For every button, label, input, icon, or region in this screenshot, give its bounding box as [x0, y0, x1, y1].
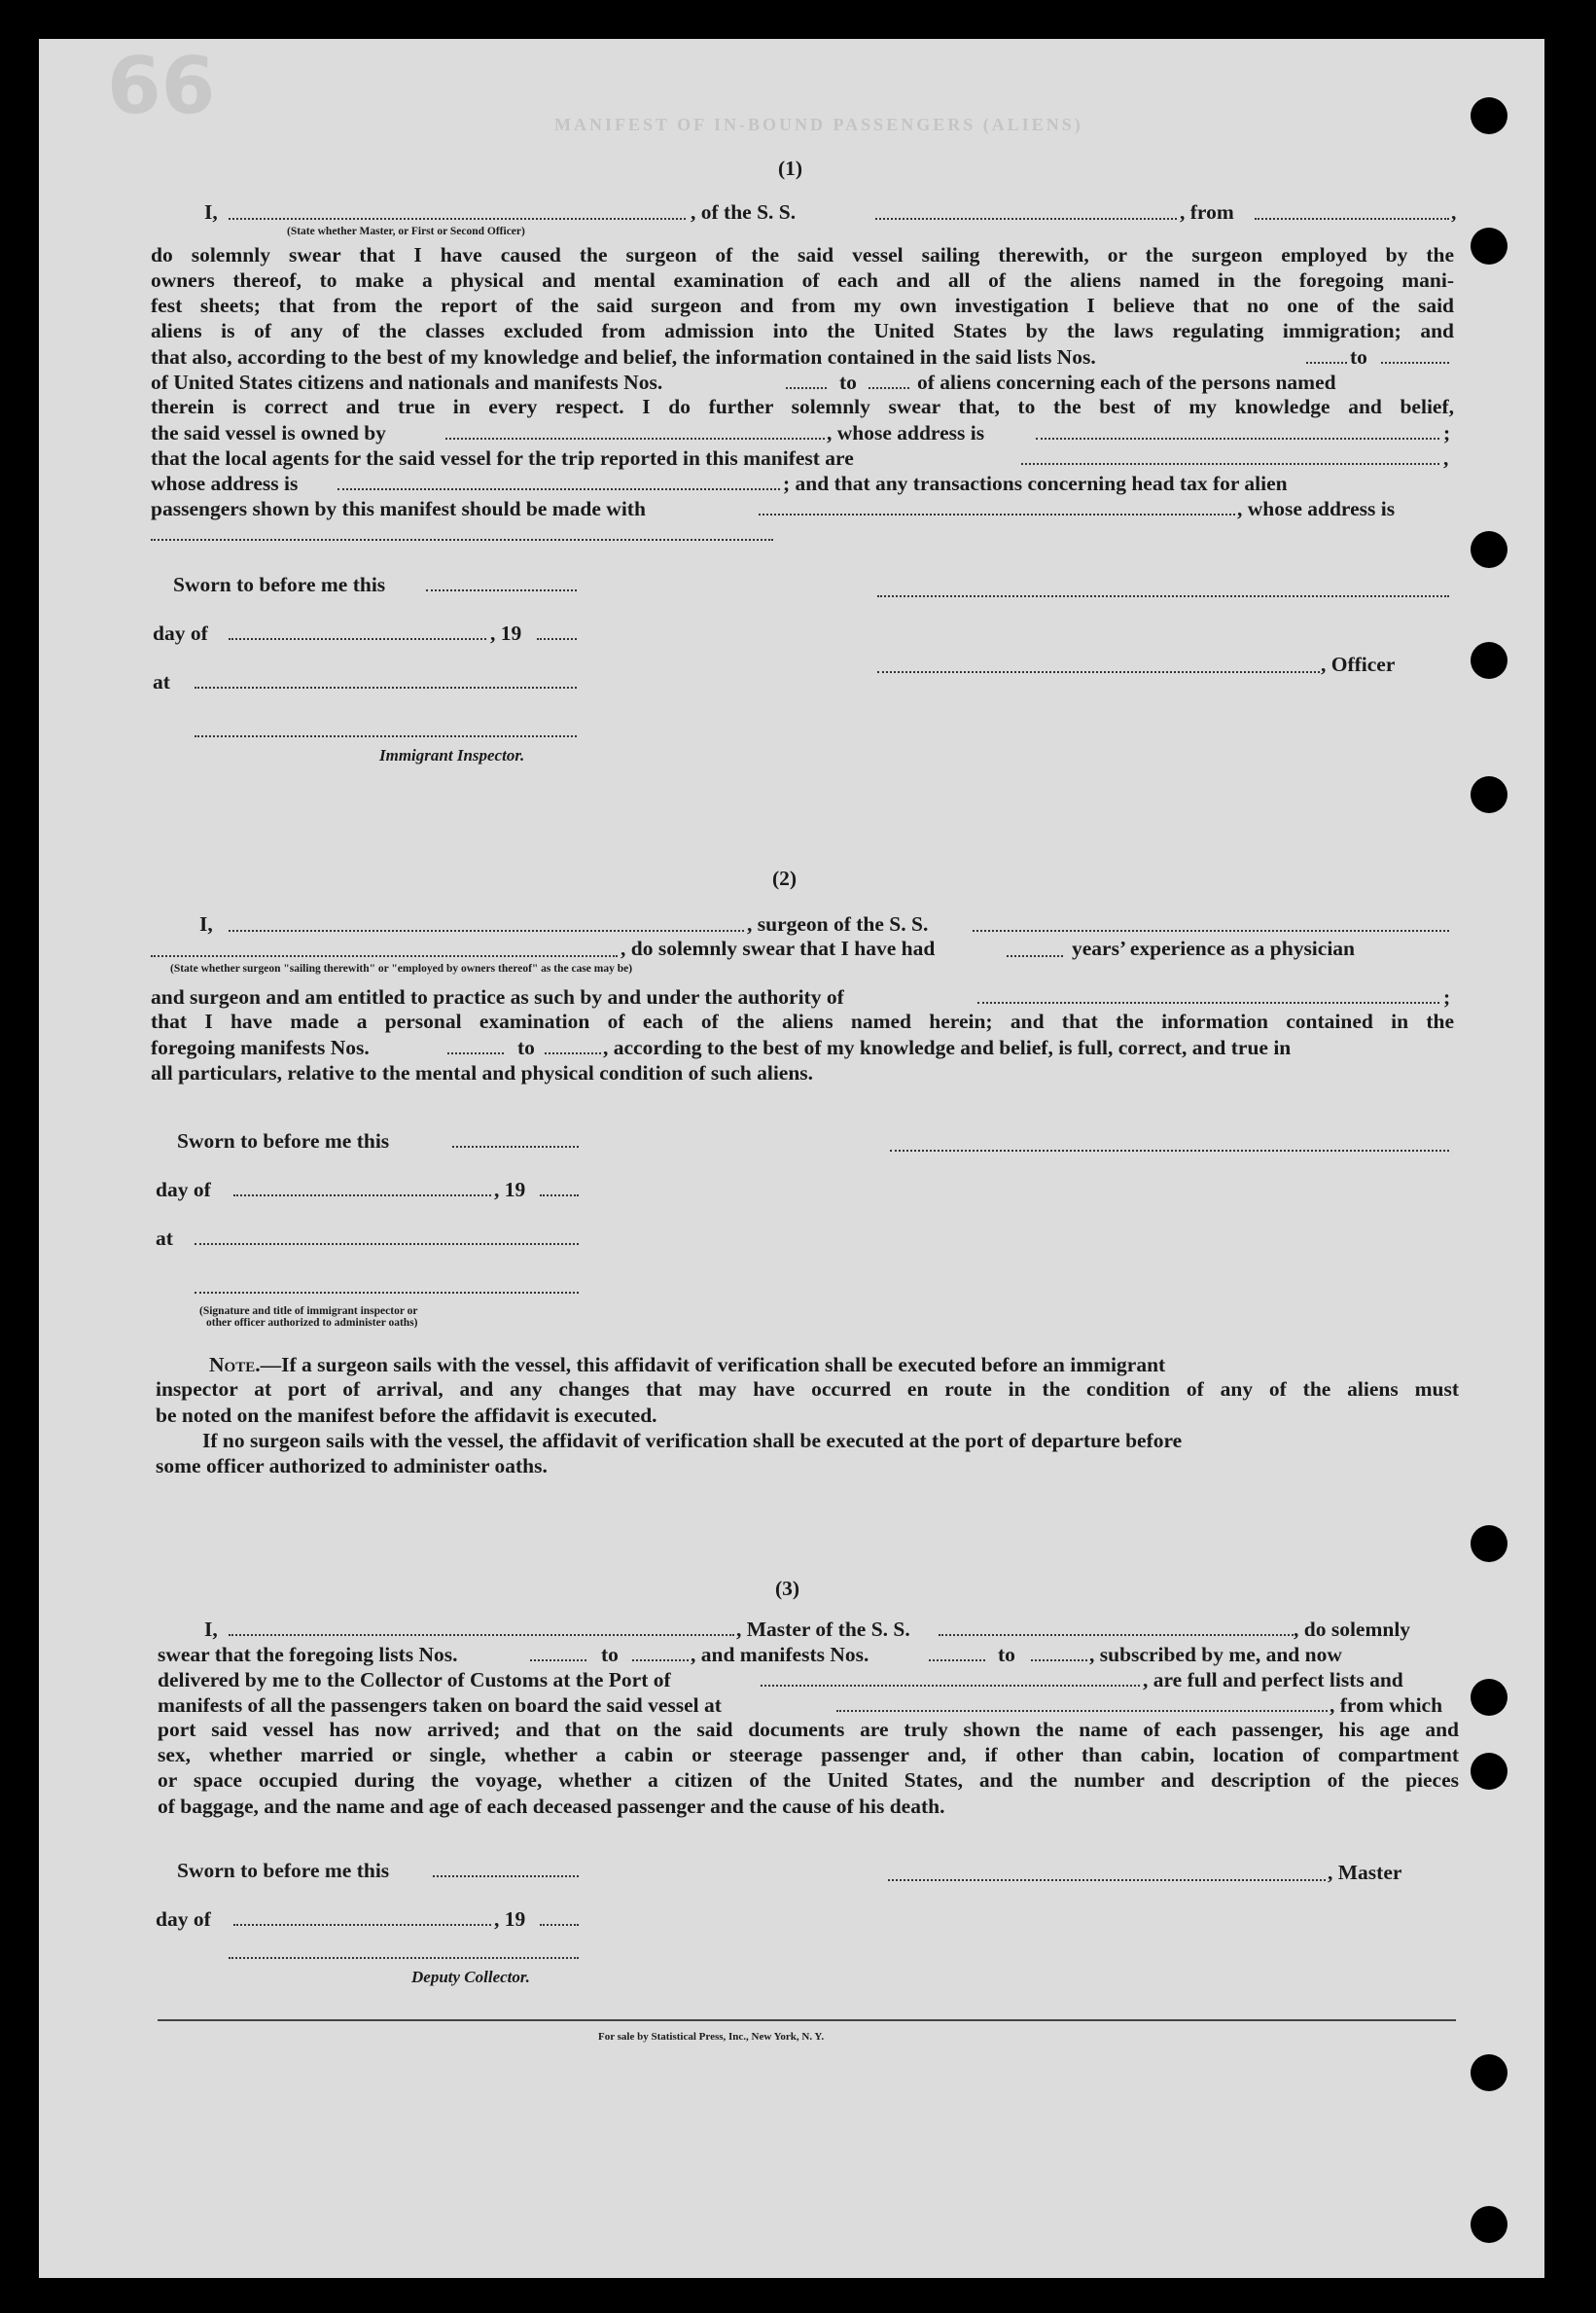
s1-lists-from-field[interactable]	[1306, 360, 1347, 364]
binder-hole	[1471, 642, 1507, 679]
s1-dayof: day of	[153, 622, 208, 645]
s3-master-label: , Master	[1328, 1861, 1402, 1884]
s1-headtax-address-field[interactable]	[151, 537, 773, 541]
s3-vessel-field[interactable]	[939, 1632, 1294, 1636]
s3-master-name-field[interactable]	[229, 1632, 734, 1636]
s2-note-line-3: be noted on the manifest before the affidavit is executed.	[156, 1404, 657, 1427]
s1-officer-signature-field[interactable]	[877, 669, 1320, 673]
s1-manifest-to-field[interactable]	[869, 385, 909, 389]
s1-line-5a: that also, according to the best of my knowledge and belief, the information contained in the said lists Nos.	[151, 345, 1096, 369]
s1-line-3: fest sheets; that from the report of the said surgeon and from my own investigation I believe that no one of the said	[151, 294, 1454, 317]
s1-at: at	[153, 670, 170, 694]
s1-line-8b: , whose address is	[827, 421, 985, 445]
s1-i: I,	[204, 200, 218, 224]
s1-line-8a: the said vessel is owned by	[151, 421, 386, 445]
s1-inspector-label: Immigrant Inspector.	[379, 746, 525, 765]
s2-line-3b: to	[517, 1036, 535, 1059]
section-3-number: (3)	[775, 1577, 800, 1600]
s3-collector-signature-field[interactable]	[229, 1955, 579, 1959]
s1-line-6a: of United States citizens and nationals and manifests Nos.	[151, 371, 663, 394]
s1-line-6c: of aliens concerning each of the persons named	[917, 371, 1336, 394]
s1-line-2: owners thereof, to make a physical and mental examination of each and all of the aliens named in the foregoing mani-	[151, 268, 1454, 292]
s2-years-field[interactable]	[1007, 953, 1063, 957]
s2-i: I,	[199, 912, 213, 936]
s3-master-signature-field[interactable]	[888, 1877, 1326, 1881]
faint-header: MANIFEST OF IN-BOUND PASSENGERS (ALIENS)	[554, 115, 1083, 134]
s3-port-field[interactable]	[761, 1683, 1140, 1687]
s2-vessel-field[interactable]	[973, 928, 1449, 932]
s2-sig-note-1: (Signature and title of immigrant inspector or	[199, 1305, 418, 1317]
note-text-1: —If a surgeon sails with the vessel, this affidavit of verification shall be executed before an immigrant	[260, 1353, 1166, 1376]
s2-at: at	[156, 1227, 173, 1250]
s2-sworn-field[interactable]	[452, 1144, 579, 1148]
s3-do-solemnly: , do solemnly	[1294, 1618, 1411, 1641]
s2-year-field[interactable]	[540, 1192, 579, 1196]
binder-hole	[1471, 531, 1507, 568]
binder-hole	[1471, 228, 1507, 265]
binder-hole	[1471, 2054, 1507, 2091]
stamp-number: 66	[107, 41, 216, 131]
s1-officer-name-field[interactable]	[229, 216, 686, 220]
s2-sworn: Sworn to before me this	[177, 1129, 390, 1153]
s3-i: I,	[204, 1618, 218, 1641]
binder-hole	[1471, 2206, 1507, 2243]
s2-line-2: that I have made a personal examination of each of the aliens named herein; and that the information contained in the	[151, 1010, 1454, 1033]
s1-line-9a: that the local agents for the said vessel for the trip reported in this manifest are	[151, 446, 854, 470]
s3-line-5: port said vessel has now arrived; and that on the said documents are truly shown the name of each passenger, his age and	[158, 1718, 1459, 1741]
s2-swear: , do solemnly swear that I have had	[621, 937, 936, 960]
s1-line-5b: to	[1350, 345, 1367, 369]
s3-line-2a: swear that the foregoing lists Nos.	[158, 1643, 458, 1666]
s3-line-2c: , and manifests Nos.	[691, 1643, 869, 1666]
s2-note-line-2: inspector at port of arrival, and any changes that may have occurred en route in the condition of any of the aliens must	[156, 1377, 1459, 1401]
s3-sworn-field[interactable]	[433, 1873, 579, 1877]
s1-owner-field[interactable]	[445, 436, 825, 440]
s1-line-8c: ;	[1443, 421, 1451, 445]
s1-sworn-field[interactable]	[426, 587, 577, 591]
s2-at-field[interactable]	[195, 1241, 579, 1245]
s1-line-10a: whose address is	[151, 472, 299, 495]
s2-line-1a: and surgeon and am entitled to practice as such by and under the authority of	[151, 985, 844, 1009]
s1-agents-field[interactable]	[1021, 461, 1439, 465]
s3-manifest-to-field[interactable]	[1031, 1657, 1087, 1661]
s3-line-3a: delivered by me to the Collector of Customs at the Port of	[158, 1668, 671, 1691]
s1-nineteen: , 19	[490, 622, 522, 645]
s3-line-6: sex, whether married or single, whether a cabin or steerage passenger and, if other than cabin, location of compartment	[158, 1743, 1459, 1766]
s3-line-4a: manifests of all the passengers taken on board the said vessel at	[158, 1693, 722, 1717]
note-label: Note.	[209, 1353, 261, 1376]
s1-from: , from	[1180, 200, 1234, 224]
s2-dayof: day of	[156, 1178, 211, 1201]
s2-manifest-to-field[interactable]	[545, 1050, 601, 1054]
s3-sworn: Sworn to before me this	[177, 1859, 390, 1882]
binder-hole	[1471, 1753, 1507, 1790]
s2-inspector-signature-field[interactable]	[195, 1290, 579, 1294]
s1-comma: ,	[1451, 200, 1457, 224]
s1-line-1: do solemnly swear that I have caused the surgeon of the said vessel sailing therewith, or the surgeon employed by the	[151, 243, 1454, 267]
s1-signature-field[interactable]	[877, 593, 1449, 597]
binder-hole	[1471, 776, 1507, 813]
s1-vessel-field[interactable]	[875, 216, 1177, 220]
s3-line-2b: to	[601, 1643, 619, 1666]
s1-agents-address-field[interactable]	[337, 486, 780, 490]
manifest-form-page	[39, 39, 1544, 2278]
s1-line-10b: ; and that any transactions concerning head tax for alien	[783, 472, 1288, 495]
s1-year-field[interactable]	[537, 636, 577, 640]
binder-hole	[1471, 1525, 1507, 1562]
footer-rule	[158, 2019, 1456, 2021]
s3-lists-from-field[interactable]	[530, 1657, 586, 1661]
s3-collector-label: Deputy Collector.	[411, 1968, 530, 1986]
s1-manifest-from-field[interactable]	[786, 385, 827, 389]
s2-surgeon-of: , surgeon of the S. S.	[747, 912, 929, 936]
s1-line-6b: to	[839, 371, 857, 394]
s3-manifest-from-field[interactable]	[929, 1657, 985, 1661]
s3-line-7: or space occupied during the voyage, whether a citizen of the United States, and the number and description of the pieces	[158, 1768, 1459, 1792]
footer-printer: For sale by Statistical Press, Inc., New York, N. Y.	[598, 2031, 825, 2043]
s3-year-field[interactable]	[540, 1922, 579, 1926]
s3-nineteen: , 19	[494, 1907, 526, 1931]
s1-day-field[interactable]	[229, 636, 486, 640]
s2-surgeon-name-field[interactable]	[229, 928, 744, 932]
s3-line-4b: , from which	[1330, 1693, 1443, 1717]
section-1-number: (1)	[778, 157, 803, 180]
s3-line-3b: , are full and perfect lists and	[1143, 1668, 1403, 1691]
s2-sig-note-2: other officer authorized to administer oaths)	[206, 1317, 418, 1329]
s2-day-field[interactable]	[233, 1192, 491, 1196]
binder-hole	[1471, 1679, 1507, 1716]
s3-line-8: of baggage, and the name and age of each deceased passenger and the cause of his death.	[158, 1795, 945, 1818]
s2-line-3a: foregoing manifests Nos.	[151, 1036, 370, 1059]
s1-line-7: therein is correct and true in every respect. I do further solemnly swear that, to the best of my knowledge and belief,	[151, 395, 1454, 418]
s3-embark-port-field[interactable]	[836, 1708, 1328, 1712]
s1-line-11b: , whose address is	[1237, 497, 1396, 520]
s1-officer-note: (State whether Master, or First or Second Officer)	[287, 226, 525, 237]
s2-note-line-5: some officer authorized to administer oaths.	[156, 1454, 548, 1477]
s3-day-field[interactable]	[233, 1922, 491, 1926]
s3-lists-to-field[interactable]	[632, 1657, 689, 1661]
s2-line-3c: , according to the best of my knowledge and belief, is full, correct, and true in	[603, 1036, 1292, 1059]
s1-officer-label: , Officer	[1321, 653, 1396, 676]
s2-manifest-from-field[interactable]	[447, 1050, 504, 1054]
s1-of-ss: , of the S. S.	[691, 200, 797, 224]
section-2-number: (2)	[772, 867, 798, 890]
s1-from-field[interactable]	[1255, 216, 1449, 220]
s2-nineteen: , 19	[494, 1178, 526, 1201]
s1-line-9b: ,	[1443, 446, 1449, 470]
s1-line-4: aliens is of any of the classes excluded from admission into the United States by the laws regulating immigration; and	[151, 319, 1454, 342]
s3-master-of: , Master of the S. S.	[736, 1618, 910, 1641]
s1-inspector-signature-field[interactable]	[195, 733, 577, 737]
s2-years: years’ experience as a physician	[1072, 937, 1356, 960]
s3-line-2d: to	[998, 1643, 1015, 1666]
s1-lists-to-field[interactable]	[1381, 360, 1449, 364]
s1-owner-address-field[interactable]	[1036, 436, 1439, 440]
s2-signature-field[interactable]	[890, 1148, 1449, 1152]
s1-sworn: Sworn to before me this	[173, 573, 386, 596]
s3-line-2e: , subscribed by me, and now	[1089, 1643, 1342, 1666]
s2-line-1b: ;	[1443, 985, 1451, 1009]
s2-line-4: all particulars, relative to the mental and physical condition of such aliens.	[151, 1061, 814, 1085]
s3-dayof: day of	[156, 1907, 211, 1931]
s1-headtax-field[interactable]	[759, 512, 1235, 516]
s2-note-line-4: If no surgeon sails with the vessel, the affidavit of verification shall be executed at the port of departure before	[202, 1429, 1183, 1452]
binder-hole	[1471, 97, 1507, 134]
s2-note-line-1	[209, 1352, 1165, 1377]
s1-at-field[interactable]	[195, 685, 577, 689]
s2-surgeon-type-field[interactable]	[151, 953, 618, 957]
s2-authority-field[interactable]	[977, 1000, 1439, 1004]
s2-surgeon-note: (State whether surgeon "sailing therewith" or "employed by owners thereof" as the case may be)	[170, 963, 633, 975]
s1-line-11a: passengers shown by this manifest should be made with	[151, 497, 646, 520]
